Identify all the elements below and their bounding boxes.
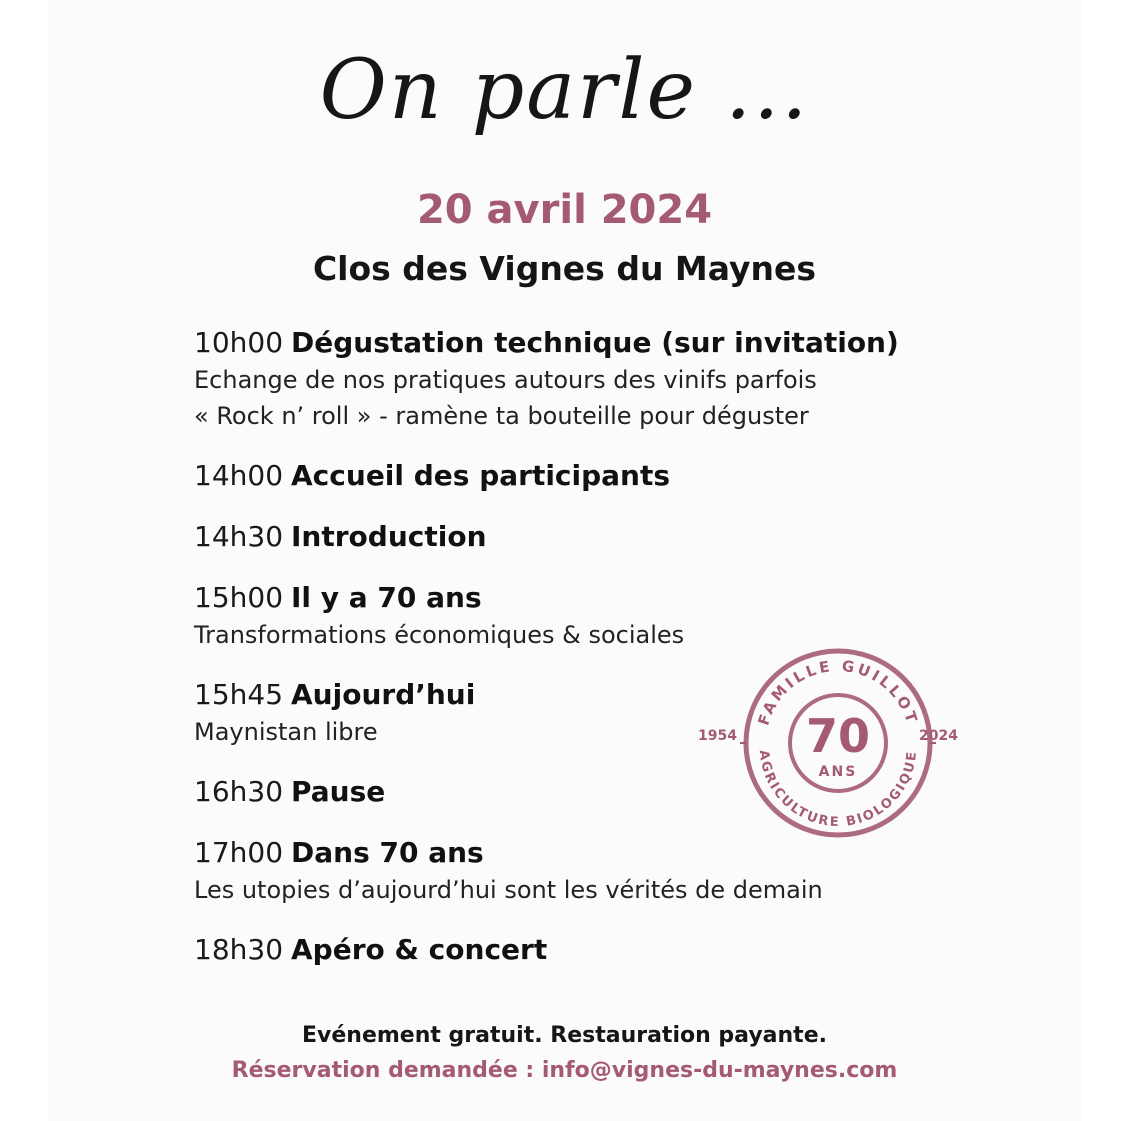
- stamp-top-text: FAMILLE GUILLOT: [754, 656, 922, 728]
- event-date: 20 avril 2024: [416, 187, 713, 233]
- schedule-title: Aujourd’hui: [291, 678, 476, 711]
- schedule-title: Dans 70 ans: [291, 836, 484, 869]
- schedule-item: [194, 931, 954, 969]
- schedule-time: 16h30: [194, 775, 284, 808]
- event-poster: [48, 0, 1081, 1121]
- schedule-time: 18h30: [194, 933, 284, 966]
- schedule-item: [194, 579, 954, 653]
- schedule-title: Dégustation technique (sur invitation): [291, 326, 899, 359]
- schedule-time: 15h45: [194, 678, 284, 711]
- anniversary-stamp: [678, 648, 958, 838]
- schedule-description: Les utopies d’aujourd’hui sont les vérités de demain: [194, 876, 823, 904]
- schedule-description: Maynistan libre: [194, 718, 378, 746]
- schedule-time: 14h30: [194, 520, 284, 553]
- schedule-time: 15h00: [194, 581, 284, 614]
- script-title: On parle ...: [319, 43, 810, 138]
- footer-info: Evénement gratuit. Restauration payante.: [302, 1023, 827, 1048]
- venue-name: Clos des Vignes du Maynes: [312, 249, 817, 288]
- stamp-year-right: 2024: [919, 728, 958, 744]
- schedule-title: Apéro & concert: [291, 933, 548, 966]
- schedule-title: Accueil des participants: [291, 459, 671, 492]
- schedule-item: [194, 324, 954, 434]
- schedule-item: [194, 518, 954, 556]
- schedule-description: Echange de nos pratiques autours des vinifs parfois: [194, 366, 817, 394]
- schedule-item: [194, 834, 954, 908]
- schedule-time: 17h00: [194, 836, 284, 869]
- schedule-time: 10h00: [194, 326, 284, 359]
- stamp-bottom-text: AGRICULTURE BIOLOGIQUE: [755, 749, 921, 831]
- schedule-description: « Rock n’ roll » - ramène ta bouteille pour déguster: [194, 402, 809, 430]
- footer-reservation: Réservation demandée : info@vignes-du-maynes.com: [231, 1057, 898, 1083]
- stamp-number: 70: [805, 709, 871, 763]
- stamp-year-left: 1954: [698, 728, 737, 744]
- schedule-time: 14h00: [194, 459, 284, 492]
- schedule-item: [194, 457, 954, 495]
- schedule-title: Introduction: [291, 520, 487, 553]
- schedule-title: Il y a 70 ans: [291, 581, 482, 614]
- footer: [48, 1022, 1081, 1085]
- schedule-description: Transformations économiques & sociales: [194, 621, 685, 649]
- stamp-ans: ANS: [818, 764, 858, 780]
- schedule-title: Pause: [291, 775, 386, 808]
